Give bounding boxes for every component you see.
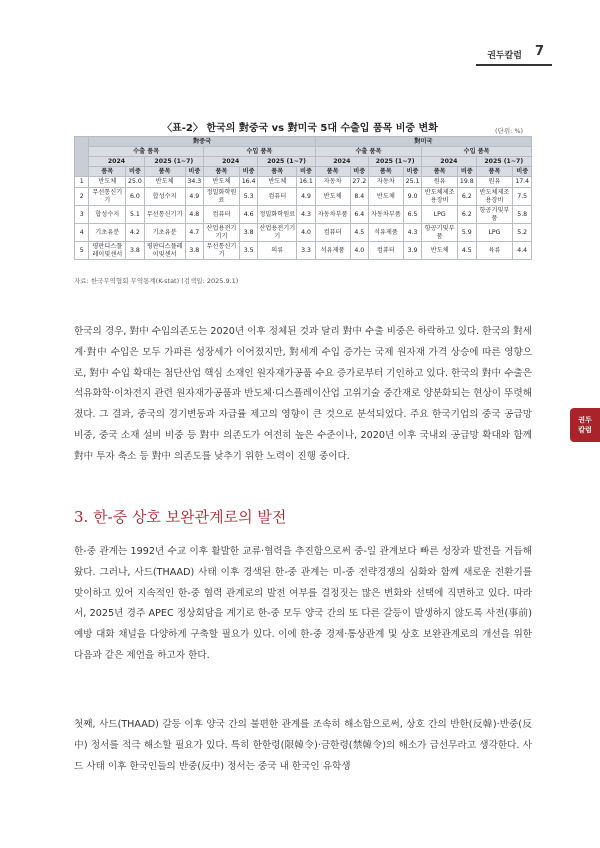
share-cell: 34.3 <box>185 177 203 188</box>
side-tab-line1: 권두 <box>578 416 592 424</box>
item-cell: 반도체 <box>204 177 240 188</box>
region-china-header: 對중국 <box>89 137 315 147</box>
year-header: 2024 <box>315 157 368 167</box>
share-cell: 3.8 <box>239 224 257 242</box>
share-cell: 4.5 <box>458 242 476 260</box>
col-item-header: 품목 <box>89 167 126 177</box>
rank-cell: 1 <box>75 177 89 188</box>
section-heading: 3. 한-중 상호 보완관계로의 발전 <box>74 508 287 526</box>
item-cell: 무선통신기기 <box>204 242 240 260</box>
item-cell: 정밀화학원료 <box>204 188 240 206</box>
share-cell: 4.5 <box>350 224 368 242</box>
col-share-header: 비중 <box>126 167 144 177</box>
item-cell: 무선통신기기 <box>144 206 185 224</box>
header-row-region <box>75 137 532 147</box>
col-item-header: 품목 <box>144 167 185 177</box>
region-us-header: 對미국 <box>315 137 531 147</box>
share-cell: 4.7 <box>185 224 203 242</box>
share-cell: 27.2 <box>350 177 368 188</box>
share-cell: 16.1 <box>297 177 315 188</box>
item-cell: 합성수지 <box>144 188 185 206</box>
share-cell: 3.9 <box>403 242 421 260</box>
header-row-flow <box>75 147 532 157</box>
share-cell: 6.4 <box>350 206 368 224</box>
rank-cell: 5 <box>75 242 89 260</box>
item-cell: 정밀화학원료 <box>258 206 297 224</box>
item-cell: 합성수지 <box>89 206 126 224</box>
item-cell: 반도체제조용장비 <box>476 188 513 206</box>
share-cell: 16.4 <box>239 177 257 188</box>
header-row-columns <box>75 167 532 177</box>
item-cell: 컴퓨터 <box>368 242 403 260</box>
table-row <box>75 206 532 224</box>
share-cell: 6.2 <box>458 188 476 206</box>
share-cell: 3.5 <box>239 242 257 260</box>
item-cell: 석유제품 <box>315 242 350 260</box>
table-row <box>75 188 532 206</box>
item-cell: 기초유분 <box>144 224 185 242</box>
item-cell: 산업용전기기기 <box>259 224 296 240</box>
share-cell: 6.5 <box>403 206 421 224</box>
table-unit: (단위: %) <box>495 127 524 135</box>
table-body <box>75 177 532 260</box>
header-rule <box>476 64 552 66</box>
col-share-header: 비중 <box>185 167 203 177</box>
year-header: 2024 <box>422 157 476 167</box>
col-share-header: 비중 <box>297 167 315 177</box>
rank-cell: 2 <box>75 188 89 206</box>
year-header: 2025 (1~7) <box>144 157 203 167</box>
col-share-header: 비중 <box>239 167 257 177</box>
share-cell: 9.0 <box>403 188 421 206</box>
item-cell: 컴퓨터 <box>204 206 240 224</box>
section-side-tab[interactable] <box>570 408 600 442</box>
share-cell: 4.8 <box>185 206 203 224</box>
trade-share-table <box>74 136 532 260</box>
item-cell: 반도체 <box>422 242 458 260</box>
rank-cell: 3 <box>75 206 89 224</box>
item-cell: 자동차부품 <box>368 206 403 224</box>
table-row <box>75 224 532 242</box>
share-cell: 19.8 <box>458 177 476 188</box>
item-cell: 원유 <box>476 177 513 188</box>
year-header: 2024 <box>204 157 258 167</box>
item-cell: 육류 <box>476 242 513 260</box>
share-cell: 8.4 <box>350 188 368 206</box>
item-cell: 자동차부품 <box>315 206 350 224</box>
col-share-header: 비중 <box>458 167 476 177</box>
share-cell: 5.8 <box>513 206 532 224</box>
share-cell: 25.0 <box>126 177 144 188</box>
col-share-header: 비중 <box>513 167 532 177</box>
us-import-header: 수입 품목 <box>422 147 532 157</box>
share-cell: 4.6 <box>239 206 257 224</box>
share-cell: 3.8 <box>185 242 203 260</box>
table-row <box>75 242 532 260</box>
item-cell: 컴퓨터 <box>315 224 350 242</box>
item-cell: LPG <box>476 224 513 242</box>
table-title: 〈표-2〉 한국의 對중국 vs 對미국 5대 수출입 품목 비중 변화 <box>162 123 438 134</box>
col-share-header: 비중 <box>403 167 421 177</box>
side-tab-line2: 칼럼 <box>578 426 592 434</box>
header-row-year <box>75 157 532 167</box>
item-cell: 반도체 <box>258 177 297 188</box>
share-cell: 25.1 <box>403 177 421 188</box>
body-paragraph-2: 한-중 관계는 1992년 수교 이후 활발한 교류·협력을 추진함으로써 중-일 관계보다 빠른 성장과 발전을 거듭해 왔다. 그러나, 사드(THAAD) 사태 이후 경색된 한-중 관계는 미-중 전략경쟁의 심화와 함께 새로운 전환기를 맞이하고 있어 지속적인 한-중 협력 관계로의 발전 여부를 결정짓는 많은 변화와 선택에 직면하고 있다. 따라서, 2025년 경주 APEC 정상회담을 계기로 한-중 모두 양국 간의 또 다른 갈등이 발생하지 않도록 사전(事前) 예방 대화 채널을 다양하게 구축할 필요가 있다. 이에 한-중 경제·통상관계 및 상호 보완관계로의 개선을 위한 다음과 같은 제언을 하고자 한다. <box>74 546 532 661</box>
item-cell: 기초유분 <box>89 224 126 242</box>
table-row <box>75 177 532 188</box>
share-cell: 6.0 <box>126 188 144 206</box>
col-item-header: 품목 <box>368 167 403 177</box>
item-cell: 항공기및부품 <box>476 206 513 224</box>
share-cell: 4.3 <box>297 206 315 224</box>
share-cell: 7.5 <box>513 188 532 206</box>
item-cell: 반도체 <box>144 177 185 188</box>
share-cell: 4.0 <box>350 242 368 260</box>
item-cell: 무선통신기기 <box>89 188 126 206</box>
item-cell: 자동차 <box>368 177 403 188</box>
item-cell: 산업용전기기기 <box>204 224 240 242</box>
header-label: 권두칼럼 <box>487 51 522 61</box>
item-cell: 자동차 <box>315 177 350 188</box>
share-cell: 5.2 <box>513 224 532 242</box>
year-header: 2024 <box>89 157 144 167</box>
rank-header <box>75 137 89 177</box>
col-item-header: 품목 <box>258 167 297 177</box>
item-cell: 반도체 <box>368 188 403 206</box>
col-item-header: 품목 <box>315 167 350 177</box>
rank-cell: 4 <box>75 224 89 242</box>
col-item-header: 품목 <box>422 167 458 177</box>
share-cell: 5.3 <box>239 188 257 206</box>
item-cell: LPG <box>422 206 458 224</box>
item-cell: 평판디스플레이및센서 <box>89 242 126 260</box>
share-cell: 4.3 <box>403 224 421 242</box>
share-cell: 4.0 <box>297 224 315 242</box>
share-cell: 6.2 <box>458 206 476 224</box>
item-cell: 석유제품 <box>368 224 403 242</box>
item-cell: 반도체 <box>89 177 126 188</box>
item-cell: 반도체 <box>315 188 350 206</box>
share-cell: 5.1 <box>126 206 144 224</box>
item-cell: 평판디스플레이및센서 <box>144 242 185 260</box>
share-cell: 4.4 <box>513 242 532 260</box>
share-cell: 4.2 <box>126 224 144 242</box>
item-cell: 컴퓨터 <box>258 188 297 206</box>
us-export-header: 수출 품목 <box>315 147 422 157</box>
item-cell: 원유 <box>422 177 458 188</box>
item-cell: 항공기및부품 <box>422 224 458 242</box>
item-cell: 의류 <box>258 242 297 260</box>
share-cell: 17.4 <box>513 177 532 188</box>
col-item-header: 품목 <box>204 167 240 177</box>
china-import-header: 수입 품목 <box>204 147 316 157</box>
item-cell: 반도체제조용장비 <box>422 188 458 206</box>
share-cell: 3.8 <box>126 242 144 260</box>
share-cell: 4.9 <box>297 188 315 206</box>
page-number: 7 <box>534 44 544 59</box>
body-paragraph-1: 한국의 경우, 對中 수입의존도는 2020년 이후 정체된 것과 달리 對中 수출 비중은 하락하고 있다. 한국의 對세계·對中 수입은 모두 가파른 성장세가 이어졌지만, 對세계 수입 증가는 국제 원자재 가격 상승에 따른 영향으로, 對中 수입 확대는 첨단산업 핵심 소재인 원자재가공품 수요 증가로부터 기인하고 있다. 한국의 對中 수출은 석유화학·이차전지 관련 원자재가공품과 반도체·디스플레이산업 고위기술 중간재로 양분화되는 현상이 뚜렷해졌다. 그 결과, 중국의 경기변동과 자급률 제고의 영향이 큰 것으로 분석되었다. 주요 한국기업의 중국 공급망 비중, 중국 소재 설비 비중 등 對中 의존도가 여전히 높은 수준이나, 2020년 이후 국내외 공급망 확대와 함께 對中 투자 축소 등 對中 의존도를 낮추기 위한 노력이 진행 중이다. <box>74 326 532 462</box>
table-source: 자료: 한국무역협회 무역통계(K-stat) (검색일: 2025.9.1) <box>74 277 239 285</box>
share-cell: 3.3 <box>297 242 315 260</box>
col-share-header: 비중 <box>350 167 368 177</box>
year-header: 2025 (1~7) <box>368 157 421 167</box>
china-export-header: 수출 품목 <box>89 147 204 157</box>
col-item-header: 품목 <box>476 167 513 177</box>
share-cell: 4.9 <box>185 188 203 206</box>
share-cell: 5.9 <box>458 224 476 242</box>
body-paragraph-3: 첫째, 사드(THAAD) 갈등 이후 양국 간의 불편한 관계를 조속히 해소함으로써, 상호 간의 반한(反韓)·반중(反中) 정서를 적극 해소할 필요가 있다. 특히 한한령(限韓令)·금한령(禁韓令)의 해소가 급선무라고 생각한다. 사드 사태 이후 한국인들의 반중(反中) 정서는 중국 내 한국인 유학생 <box>74 719 532 772</box>
year-header: 2025 (1~7) <box>258 157 315 167</box>
year-header: 2025 (1~7) <box>476 157 531 167</box>
